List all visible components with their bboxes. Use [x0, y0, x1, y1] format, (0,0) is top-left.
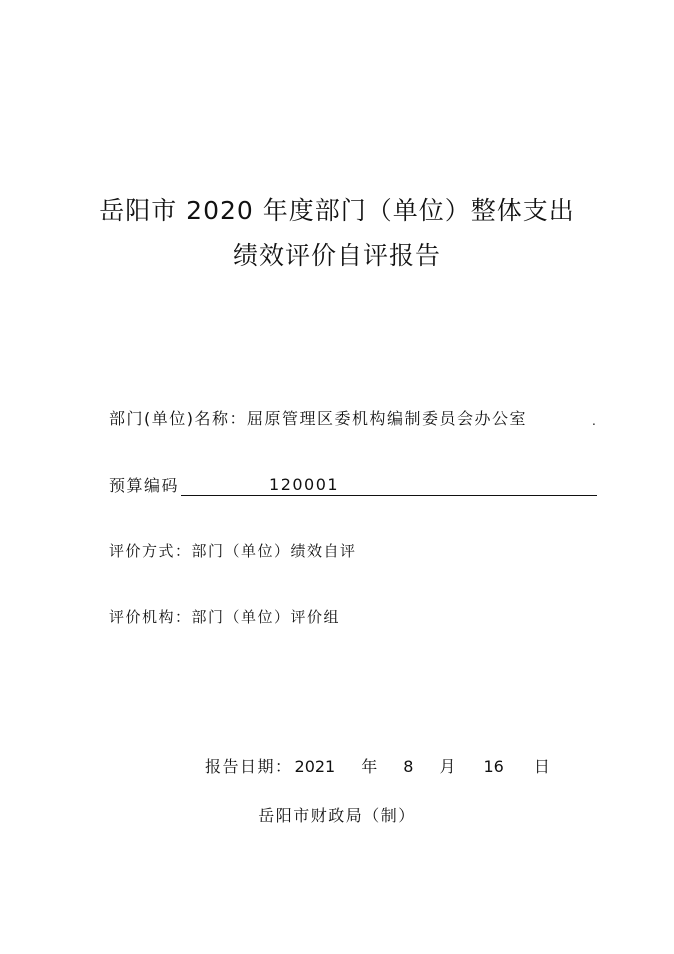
report-date-month: 8	[403, 757, 414, 776]
report-title-line-2: 绩效评价自评报告	[232, 241, 441, 270]
evaluation-org-value: 部门（单位）评价组	[191, 608, 341, 626]
report-date	[205, 754, 550, 777]
evaluation-method-value: 部门（单位）绩效自评	[191, 542, 357, 560]
report-date-day: 16	[483, 757, 504, 776]
report-date-label: 报告日期：	[205, 757, 293, 776]
evaluation-method-label: 评价方式：	[109, 542, 192, 560]
report-title-line-1: 岳阳市 2020 年度部门（单位）整体支出	[99, 196, 575, 225]
evaluation-org-label: 评价机构：	[109, 608, 192, 626]
department-field	[109, 406, 527, 429]
report-date-month-unit: 月	[439, 757, 456, 776]
budget-code-field	[109, 473, 597, 496]
trailing-dot: .	[592, 414, 596, 428]
report-date-year-unit: 年	[361, 757, 378, 776]
department-label: 部门(单位)名称：	[109, 409, 247, 428]
report-date-day-unit: 日	[533, 757, 550, 776]
report-date-year: 2021	[294, 757, 336, 776]
budget-code-value: 120001	[181, 475, 597, 496]
evaluation-org-field	[109, 606, 340, 627]
budget-code-label: 预算编码	[109, 476, 180, 495]
evaluation-method-field	[109, 540, 357, 561]
department-value: 屈原管理区委机构编制委员会办公室	[247, 409, 528, 428]
issuer: 岳阳市财政局（制）	[258, 806, 416, 825]
